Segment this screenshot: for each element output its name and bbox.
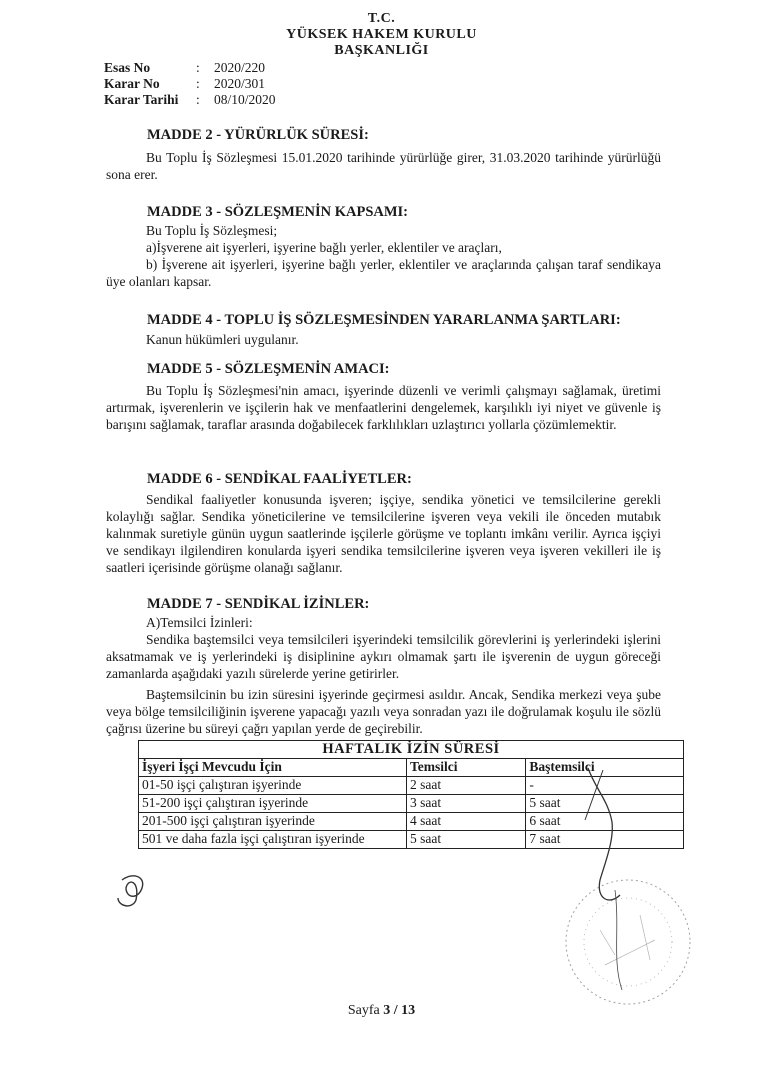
- article-2-text: Bu Toplu İş Sözleşmesi 15.01.2020 tarihinde yürürlüğe girer, 31.03.2020 tarihinde yürürlüğü sona erer.: [106, 150, 661, 182]
- table-header: Temsilci: [406, 759, 525, 777]
- table-cell: 501 ve daha fazla işçi çalıştıran işyerinde: [139, 831, 407, 849]
- article-7-heading: MADDE 7 - SENDİKAL İZİNLER:: [147, 596, 370, 612]
- table-cell: 4 saat: [406, 813, 525, 831]
- footer-prefix: Sayfa: [347, 1003, 380, 1018]
- signature-mark: [615, 890, 622, 990]
- table-cell: 6 saat: [526, 813, 684, 831]
- article-4-text: Kanun hükümleri uygulanır.: [146, 332, 299, 347]
- meta-value: 2020/301: [214, 76, 266, 91]
- article-3-item-a: a)İşverene ait işyerleri, işyerine bağlı yerler, eklentiler ve araçları,: [146, 240, 502, 255]
- article-3-item-b: b) İşverene ait işyerleri, işyerine bağlı yerler, eklentiler ve araçlarında çalışan taraf sendikaya üye olanları kapsar.: [106, 257, 661, 289]
- table-cell: -: [526, 777, 684, 795]
- table-cell: 5 saat: [526, 795, 684, 813]
- table-cell: 5 saat: [406, 831, 525, 849]
- article-7-text-2: Baştemsilcinin bu izin süresini işyerinde geçirmesi asıldır. Ancak, Sendika merkezi veya şube veya bölge temsilciliğinin işverene yapacağı yazılı veya sonradan yazı ile doğrulamak koşulu ile sözlü çağrısı üzerine bu süreyi çağrı yapılan yerde de geçirebilir.: [106, 687, 661, 736]
- table-cell: 7 saat: [526, 831, 684, 849]
- article-7-subheading: A)Temsilci İzinleri:: [146, 615, 253, 630]
- table-cell: 2 saat: [406, 777, 525, 795]
- article-7-text-1: Sendika baştemsilci veya temsilcileri işyerindeki temsilcilik görevlerini iş yerlerindeki işlerini aksatmamak ve iş yerlerindeki iş disiplinine aykırı olmamak şartı ile işverenin de uygun göreceği zamanlarda aşağıdaki yazılı sürelerde yerine getirirler.: [106, 632, 661, 681]
- header-tc: T.C.: [367, 11, 396, 26]
- table-header: İşyeri İşçi Mevcudu İçin: [139, 759, 407, 777]
- table-title: HAFTALIK İZİN SÜRESİ: [139, 741, 684, 759]
- article-3-intro: Bu Toplu İş Sözleşmesi;: [146, 223, 278, 238]
- table-cell: 3 saat: [406, 795, 525, 813]
- article-6-heading: MADDE 6 - SENDİKAL FAALİYETLER:: [147, 471, 412, 487]
- table-header: Baştemsilci: [526, 759, 684, 777]
- table-cell: 51-200 işçi çalıştıran işyerinde: [139, 795, 407, 813]
- initials-mark: [118, 876, 143, 906]
- meta-label: Karar No: [104, 76, 160, 91]
- article-5-heading: MADDE 5 - SÖZLEŞMENİN AMACI:: [147, 361, 390, 377]
- meta-sep: :: [196, 76, 200, 91]
- signature-mark: [588, 768, 620, 900]
- article-4-heading: MADDE 4 - TOPLU İŞ SÖZLEŞMESİNDEN YARARLANMA ŞARTLARI:: [147, 312, 621, 328]
- article-3-heading: MADDE 3 - SÖZLEŞMENİN KAPSAMI:: [147, 204, 409, 220]
- meta-label: Esas No: [104, 60, 151, 75]
- meta-label: Karar Tarihi: [104, 92, 179, 107]
- page-footer: [0, 1003, 763, 1019]
- meta-sep: :: [196, 92, 200, 107]
- header-institution: YÜKSEK HAKEM KURULU: [286, 27, 477, 42]
- meta-sep: :: [196, 60, 200, 75]
- article-5-text: Bu Toplu İş Sözleşmesi'nin amacı, işyerinde düzenli ve verimli çalışmayı sağlamak, üretimi artırmak, işverenlerin ve işçilerin hak ve menfaatlerini dengelemek, karşılıklı iyi niyet ve güvenle iş barışını sağlamak, taraflar arasında doğabilecek farklılıkları uzlaştırıcı yollarla çözümlemektir.: [106, 383, 661, 432]
- meta-value: 08/10/2020: [214, 92, 276, 107]
- article-2-heading: MADDE 2 - YÜRÜRLÜK SÜRESİ:: [147, 127, 369, 143]
- page-number: 3 / 13: [383, 1003, 416, 1018]
- header-department: BAŞKANLIĞI: [334, 43, 429, 58]
- article-6-text: Sendikal faaliyetler konusunda işveren; işçiye, sendika yönetici ve temsilcilerine gerekli kolaylığı sağlar. Sendika yöneticilerine ve temsilcilerine işveren veya vekili ile önceden mutabık kalınmak suretiyle günün uygun saatlerinde işçilerle görüşme ve toplantı imkânı verilir. Ayrıca işçiyi ve sendikayı ilgilendiren konularda işyeri sendika temsilcilerine işveren veya işveren vekilleri ile iş saatleri içerisinde görüşme olanağı sağlanır.: [106, 492, 661, 575]
- stamp-seal: [566, 880, 690, 1004]
- signature-mark: [585, 770, 603, 820]
- meta-value: 2020/220: [214, 60, 266, 75]
- table-cell: 201-500 işçi çalıştıran işyerinde: [139, 813, 407, 831]
- table-cell: 01-50 işçi çalıştıran işyerinde: [139, 777, 407, 795]
